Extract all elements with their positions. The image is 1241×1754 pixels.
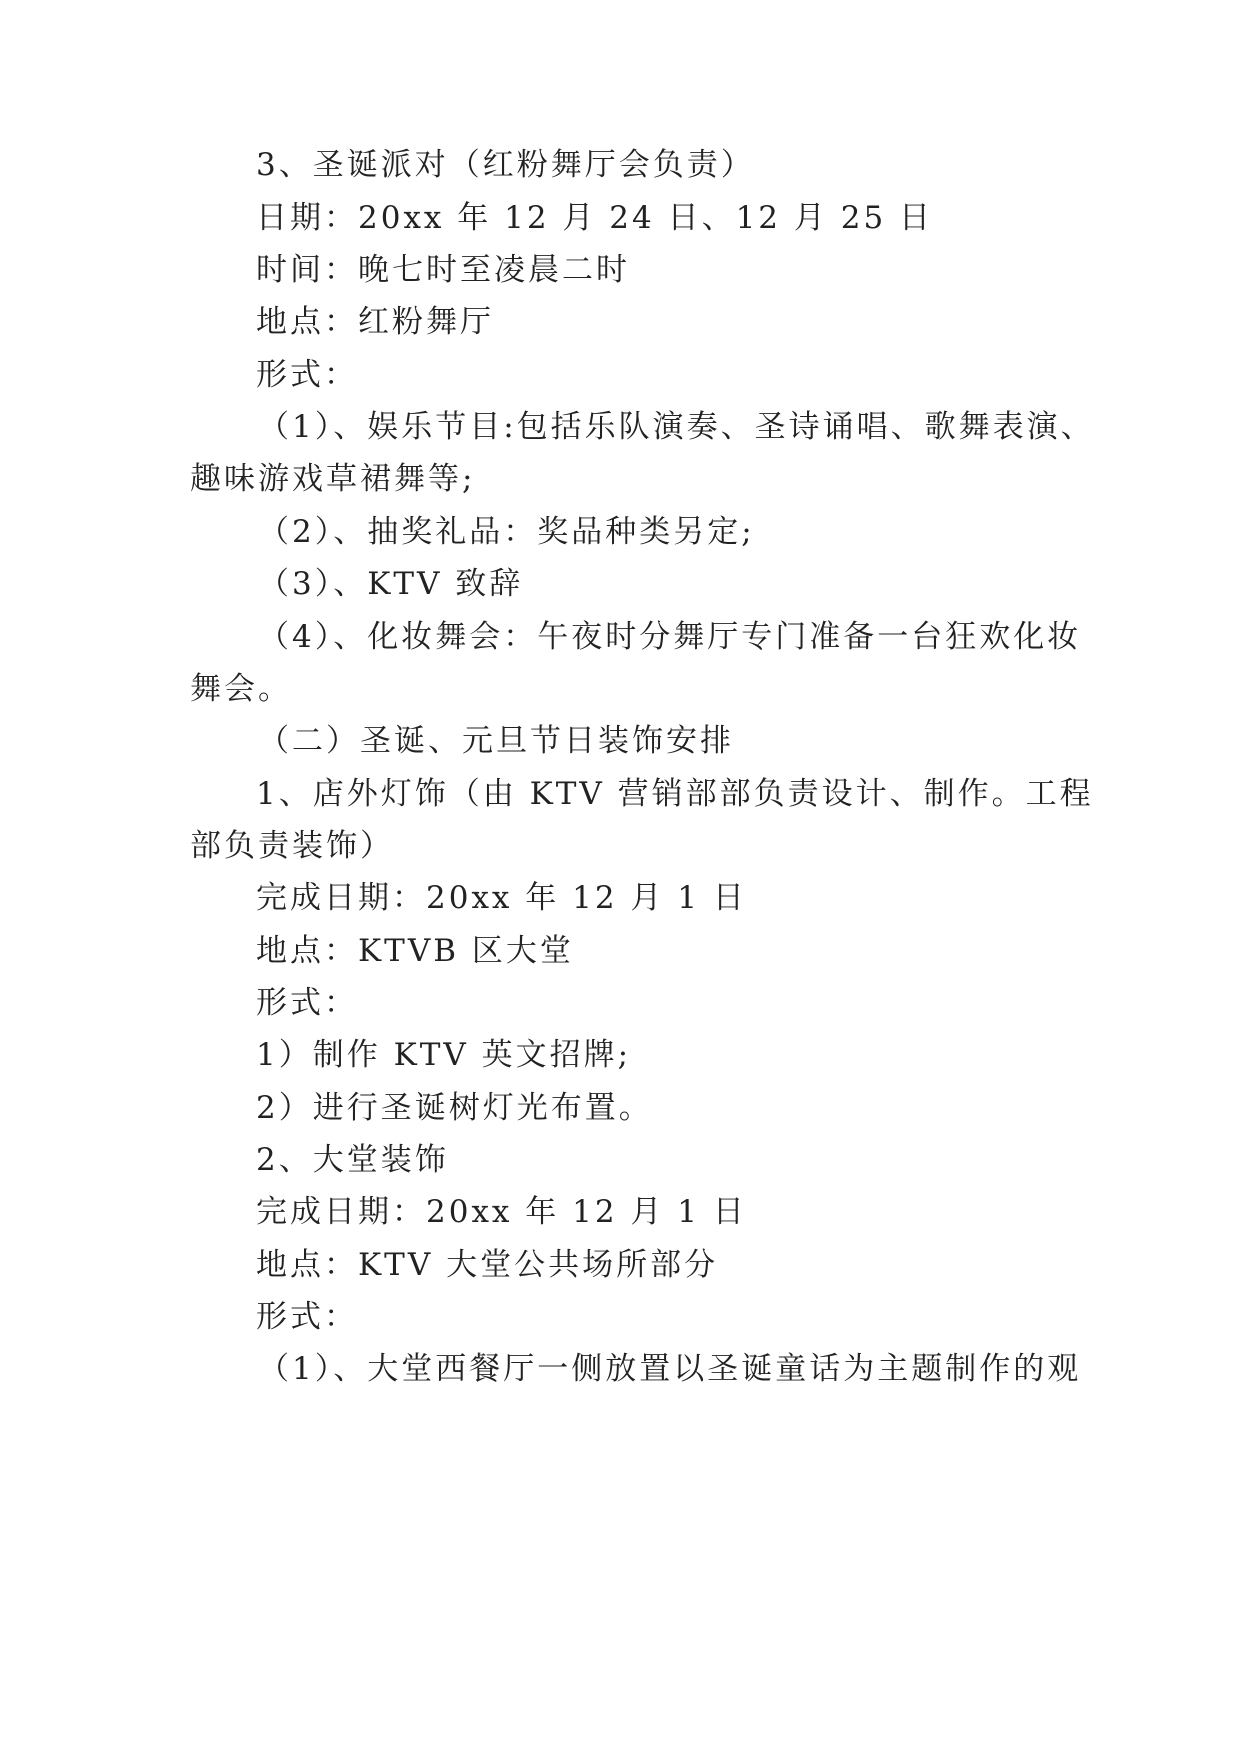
party-location-line: 地点：红粉舞厅 xyxy=(256,304,494,340)
party-time-line: 时间：晚七时至凌晨二时 xyxy=(256,252,630,288)
lobby-format-label: 形式： xyxy=(256,1299,358,1335)
party-item-1-continued: 趣味游戏草裙舞等; xyxy=(190,461,476,497)
outdoor-item-2: 2）进行圣诞树灯光布置。 xyxy=(256,1090,653,1126)
outdoor-lighting-heading: 1、店外灯饰（由 KTV 营销部部负责设计、制作。工程 xyxy=(256,776,1094,812)
section-heading-christmas-party: 3、圣诞派对（红粉舞厅会负责） xyxy=(256,147,755,183)
party-item-1: （1）、娱乐节目:包括乐队演奏、圣诗诵唱、歌舞表演、 xyxy=(258,409,1095,445)
party-date-line: 日期：20xx 年 12 月 24 日、12 月 25 日 xyxy=(256,200,934,236)
party-item-3: （3）、KTV 致辞 xyxy=(258,566,524,602)
party-format-label: 形式： xyxy=(256,357,358,393)
section-heading-decoration: （二）圣诞、元旦节日装饰安排 xyxy=(258,723,734,759)
outdoor-location-line: 地点：KTVB 区大堂 xyxy=(256,933,574,969)
party-item-2: （2）、抽奖礼品：奖品种类另定; xyxy=(258,514,755,550)
party-item-4-continued: 舞会。 xyxy=(190,671,292,707)
lobby-decoration-heading: 2、大堂装饰 xyxy=(256,1142,449,1178)
party-item-4: （4）、化妆舞会：午夜时分舞厅专门准备一台狂欢化妆 xyxy=(258,619,1082,655)
outdoor-format-label: 形式： xyxy=(256,985,358,1021)
outdoor-lighting-heading-continued: 部负责装饰） xyxy=(190,828,394,864)
outdoor-item-1: 1）制作 KTV 英文招牌; xyxy=(256,1037,632,1073)
outdoor-completion-date: 完成日期：20xx 年 12 月 1 日 xyxy=(256,880,747,916)
lobby-location-line: 地点：KTV 大堂公共场所部分 xyxy=(256,1247,719,1283)
lobby-item-1: （1）、大堂西餐厅一侧放置以圣诞童话为主题制作的观 xyxy=(258,1351,1082,1387)
lobby-completion-date: 完成日期：20xx 年 12 月 1 日 xyxy=(256,1194,747,1230)
